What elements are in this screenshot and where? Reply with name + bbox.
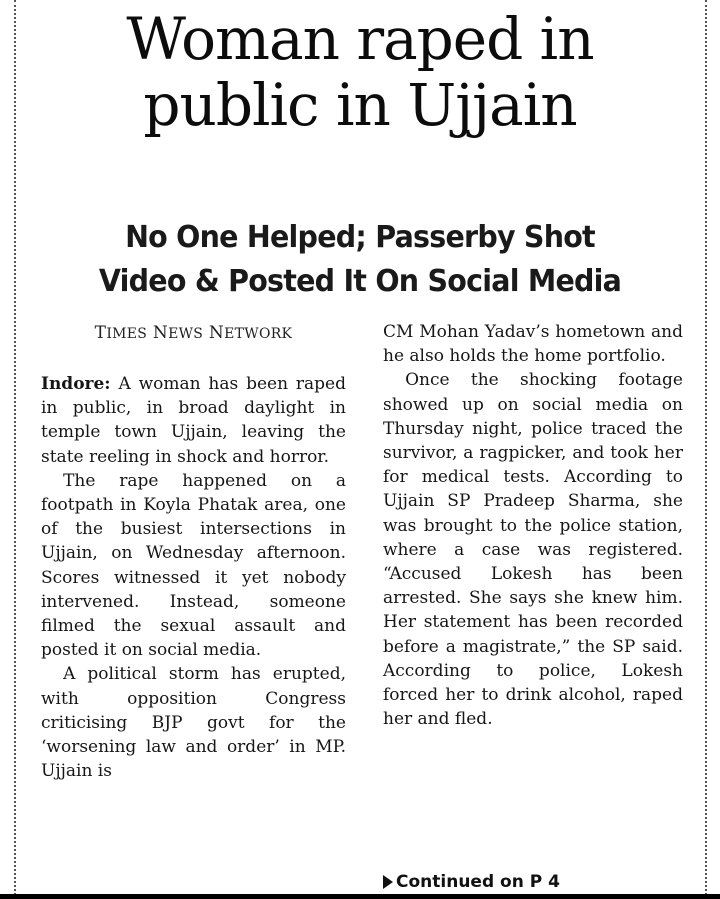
headline xyxy=(30,6,690,138)
article-column-left xyxy=(41,372,346,783)
dateline: Indore: xyxy=(41,374,111,394)
arrow-right-icon xyxy=(383,875,393,889)
paragraph-1-text: A woman has been raped in public, in broad daylight in temple town Ujjain, leaving the state reeling in shock and horror. xyxy=(41,374,346,467)
continued-on-link[interactable] xyxy=(383,872,683,892)
paragraph-4: Once the shocking footage showed up on social media on Thursday night, police traced the survivor, a ragpicker, and took her for medical tests. According to Ujjain SP Pradeep Sharma, she was brought to the police station, where a case was registered. “Accused Lokesh has been arrested. She says she knew him. Her statement has been recorded before a magistrate,” the SP said. According to police, Lokesh forced her to drink alcohol, raped her and fled. xyxy=(383,370,683,730)
subheadline xyxy=(47,216,674,304)
paragraph-3-continued: CM Mohan Yadav’s hometown and he also holds the home portfolio. xyxy=(383,322,683,367)
continued-label: Continued on P 4 xyxy=(396,872,560,892)
subheadline-line-2: Video & Posted It On Social Media xyxy=(98,264,622,299)
byline: TIMES NEWS NETWORK xyxy=(94,323,293,343)
paragraph-2: The rape happened on a footpath in Koyla Phatak area, one of the busiest intersections in Ujjain, on Wednesday afternoon. Scores witnessed it yet nobody intervened. Instead, someone filmed the sexual assault and posted it on social media. xyxy=(41,470,346,661)
headline-line-1: Woman raped in xyxy=(126,5,594,73)
headline-line-2: public in Ujjain xyxy=(143,71,577,139)
right-column-rule xyxy=(705,0,707,899)
paragraph-3: A political storm has erupted, with opposition Congress criticising BJP govt for the ‘worsening law and order’ in MP. Ujjain is xyxy=(41,664,346,782)
article-column-right xyxy=(383,320,683,731)
bottom-border xyxy=(0,894,720,899)
left-column-rule xyxy=(14,0,16,899)
subheadline-line-1: No One Helped; Passerby Shot xyxy=(125,220,595,255)
paragraph-1 xyxy=(41,372,346,469)
